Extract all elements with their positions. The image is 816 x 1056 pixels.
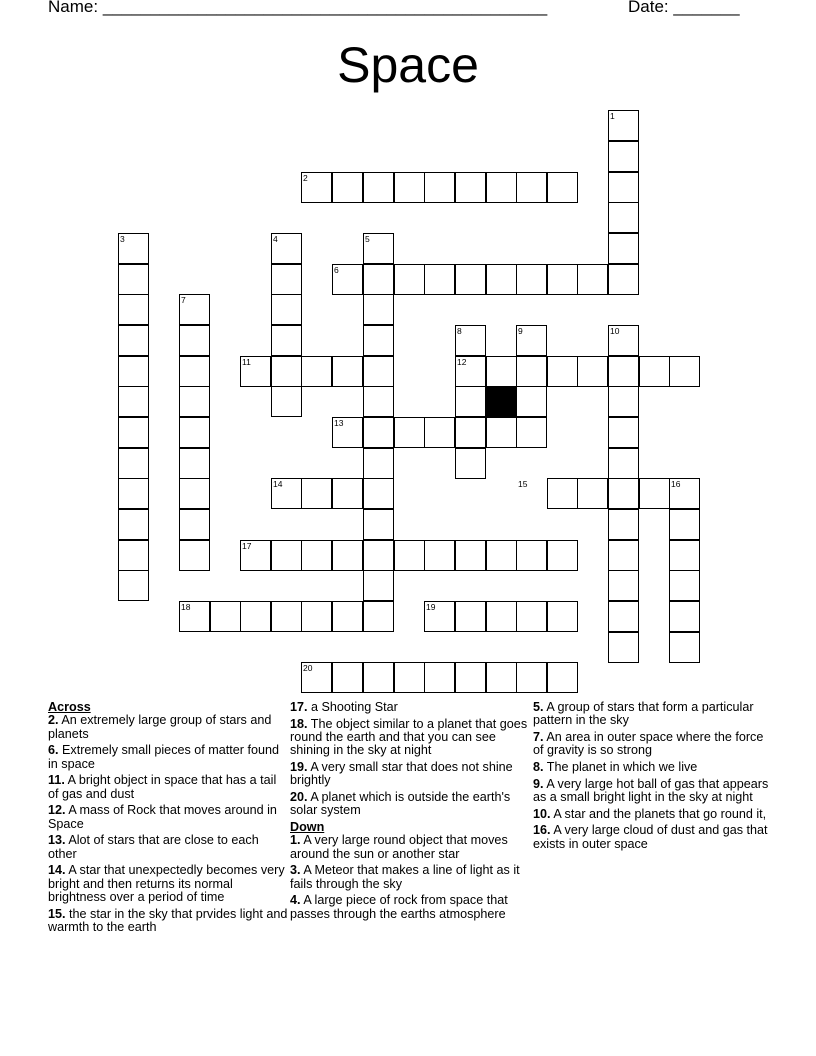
grid-cell[interactable] xyxy=(516,540,547,571)
across-clue-list-continued xyxy=(290,701,530,818)
clue-item xyxy=(48,744,288,771)
grid-cell[interactable] xyxy=(394,662,425,693)
grid-cell[interactable] xyxy=(486,172,517,203)
grid-cell[interactable] xyxy=(271,540,302,571)
clues-column-2 xyxy=(290,701,530,924)
grid-cell[interactable] xyxy=(118,478,149,509)
grid-cell[interactable] xyxy=(424,662,455,693)
clue-number: 5. xyxy=(533,700,544,714)
cell-number: 14 xyxy=(273,479,283,489)
grid-cell[interactable] xyxy=(547,478,578,509)
grid-cell[interactable] xyxy=(394,540,425,571)
grid-cell[interactable] xyxy=(608,202,639,233)
grid-cell[interactable] xyxy=(118,294,149,325)
cell-number: 17 xyxy=(242,541,252,551)
date-label: Date: xyxy=(628,0,669,16)
clue-text: An area in outer space where the force of gravity is so strong xyxy=(533,730,764,758)
clue-number: 3. xyxy=(290,863,301,878)
cell-number: 19 xyxy=(426,602,436,612)
grid-cell[interactable] xyxy=(608,233,639,264)
grid-cell[interactable] xyxy=(424,540,455,571)
grid-cell[interactable] xyxy=(455,172,486,203)
clue-item xyxy=(290,761,530,788)
grid-cell[interactable] xyxy=(363,540,394,571)
grid-cell[interactable] xyxy=(608,632,639,663)
clue-number: 8. xyxy=(533,760,544,774)
grid-cell[interactable] xyxy=(608,417,639,448)
grid-cell[interactable] xyxy=(639,478,670,509)
cell-number: 6 xyxy=(334,265,339,275)
clue-number: 7. xyxy=(533,730,544,744)
grid-cell[interactable] xyxy=(240,601,271,632)
grid-cell[interactable] xyxy=(394,264,425,295)
cell-number: 8 xyxy=(457,326,462,336)
grid-cell[interactable] xyxy=(608,478,639,509)
grid-cell[interactable] xyxy=(271,294,302,325)
clue-item xyxy=(48,834,288,861)
grid-cell[interactable] xyxy=(516,356,547,387)
grid-cell[interactable] xyxy=(179,448,210,479)
grid-cell[interactable] xyxy=(486,356,517,387)
cell-number: 4 xyxy=(273,234,278,244)
grid-cell[interactable] xyxy=(608,356,639,387)
clue-text: A very large hot ball of gas that appears as a small bright light in the sky at night xyxy=(533,776,769,804)
date-line[interactable]: _______ xyxy=(673,0,740,16)
grid-cell[interactable] xyxy=(363,356,394,387)
clue-number: 6. xyxy=(48,743,59,758)
clue-item xyxy=(48,864,288,904)
grid-cell[interactable] xyxy=(179,325,210,356)
clue-item xyxy=(290,894,530,921)
clue-text: Extremely small pieces of matter found in space xyxy=(48,743,279,771)
grid-cell[interactable] xyxy=(486,540,517,571)
clue-item xyxy=(48,908,288,935)
grid-cell[interactable] xyxy=(424,172,455,203)
clue-item xyxy=(533,808,773,821)
grid-cell[interactable] xyxy=(271,264,302,295)
down-clue-list-continued xyxy=(533,701,773,851)
cell-number: 10 xyxy=(610,326,620,336)
grid-cell[interactable] xyxy=(363,325,394,356)
grid-cell[interactable] xyxy=(332,601,363,632)
grid-cell[interactable] xyxy=(118,448,149,479)
grid-cell[interactable] xyxy=(363,478,394,509)
grid-cell[interactable] xyxy=(363,386,394,417)
grid-cell[interactable] xyxy=(118,509,149,540)
clue-number: 11. xyxy=(48,773,65,788)
clue-item xyxy=(290,718,530,758)
grid-cell[interactable] xyxy=(271,601,302,632)
grid-cell[interactable] xyxy=(547,356,578,387)
grid-cell[interactable] xyxy=(118,356,149,387)
cell-number: 5 xyxy=(365,234,370,244)
clue-text: The planet in which we live xyxy=(546,760,698,774)
grid-cell[interactable] xyxy=(455,601,486,632)
grid-cell[interactable] xyxy=(516,172,547,203)
grid-cell[interactable] xyxy=(639,356,670,387)
grid-cell[interactable] xyxy=(179,356,210,387)
grid-cell[interactable] xyxy=(547,662,578,693)
clue-item xyxy=(290,701,530,714)
grid-cell[interactable] xyxy=(363,570,394,601)
grid-cell[interactable] xyxy=(363,662,394,693)
grid-cell[interactable] xyxy=(332,356,363,387)
grid-cell[interactable] xyxy=(179,509,210,540)
across-clue-list xyxy=(48,714,288,934)
grid-cell[interactable] xyxy=(486,601,517,632)
grid-cell[interactable] xyxy=(608,509,639,540)
down-clue-list xyxy=(290,834,530,921)
clue-number: 20. xyxy=(290,790,308,804)
grid-cell[interactable] xyxy=(669,632,700,663)
clue-number: 18. xyxy=(290,716,308,731)
grid-cell[interactable] xyxy=(608,264,639,295)
clue-number: 15. xyxy=(48,906,66,921)
grid-cell[interactable] xyxy=(332,172,363,203)
grid-cell[interactable] xyxy=(271,356,302,387)
grid-cell[interactable] xyxy=(669,356,700,387)
grid-cell[interactable] xyxy=(179,386,210,417)
clue-number: 9. xyxy=(533,776,544,791)
clue-item xyxy=(290,791,530,818)
grid-cell[interactable] xyxy=(669,540,700,571)
grid-cell[interactable] xyxy=(363,601,394,632)
cell-number: 15 xyxy=(518,479,528,489)
clue-text: A mass of Rock that moves around in Space xyxy=(48,803,277,831)
clue-number: 16. xyxy=(533,823,551,838)
clue-number: 14. xyxy=(48,863,66,878)
clues-column-1 xyxy=(48,701,288,938)
clue-number: 4. xyxy=(290,893,301,908)
clue-number: 13. xyxy=(48,833,66,848)
clue-number: 19. xyxy=(290,760,308,774)
clue-text: The object similar to a planet that goes round the earth and that you can see shining in the sky at night xyxy=(290,716,528,758)
grid-cell[interactable] xyxy=(363,294,394,325)
clue-text: A bright object in space that has a tail of gas and dust xyxy=(48,773,277,801)
grid-cell[interactable] xyxy=(363,417,394,448)
grid-cell[interactable] xyxy=(301,601,332,632)
cell-number: 2 xyxy=(303,173,308,183)
cell-number: 13 xyxy=(334,418,344,428)
grid-cell[interactable] xyxy=(608,386,639,417)
grid-cell[interactable] xyxy=(363,448,394,479)
grid-cell[interactable] xyxy=(455,662,486,693)
clue-text: A star and the planets that go round it, xyxy=(553,806,767,821)
grid-cell[interactable] xyxy=(424,264,455,295)
grid-cell[interactable] xyxy=(486,264,517,295)
grid-cell[interactable] xyxy=(547,601,578,632)
cell-number: 3 xyxy=(120,234,125,244)
grid-cell[interactable] xyxy=(179,478,210,509)
grid-cell[interactable] xyxy=(179,540,210,571)
clue-item xyxy=(533,778,773,805)
grid-cell[interactable] xyxy=(455,386,486,417)
clue-text: A very small star that does not shine brightly xyxy=(290,760,513,788)
across-heading: Across xyxy=(48,700,91,714)
grid-cell[interactable] xyxy=(608,601,639,632)
clue-item xyxy=(48,714,288,741)
cell-number: 20 xyxy=(303,663,313,673)
clue-text: A star that unexpectedly becomes very bright and then returns its normal brightness over a period of time xyxy=(48,863,285,905)
clue-item xyxy=(533,761,773,774)
grid-cell[interactable] xyxy=(547,540,578,571)
grid-cell[interactable] xyxy=(332,662,363,693)
clue-text: A group of stars that form a particular pattern in the sky xyxy=(533,700,754,728)
clue-text: A very large round object that moves around the sun or another star xyxy=(290,833,508,861)
clue-text: A very large cloud of dust and gas that exists in outer space xyxy=(533,823,768,851)
grid-cell[interactable] xyxy=(608,540,639,571)
clue-item xyxy=(533,701,773,728)
grid-cell[interactable] xyxy=(271,325,302,356)
grid-cell[interactable] xyxy=(332,540,363,571)
clue-item xyxy=(290,864,530,891)
grid-cell[interactable] xyxy=(669,509,700,540)
grid-cell[interactable] xyxy=(363,172,394,203)
grid-cell[interactable] xyxy=(301,356,332,387)
grid-cell[interactable] xyxy=(516,417,547,448)
grid-cell[interactable] xyxy=(577,356,608,387)
grid-cell[interactable] xyxy=(516,601,547,632)
clue-text: A large piece of rock from space that passes through the earths atmosphere xyxy=(290,893,508,921)
down-heading: Down xyxy=(290,820,325,834)
cell-number: 12 xyxy=(457,357,467,367)
grid-cell[interactable] xyxy=(455,448,486,479)
clue-text: A planet which is outside the earth's solar system xyxy=(290,790,511,818)
clue-item xyxy=(533,731,773,758)
grid-cell[interactable] xyxy=(516,662,547,693)
grid-cell[interactable] xyxy=(608,448,639,479)
grid-cell[interactable] xyxy=(118,386,149,417)
grid-cell[interactable] xyxy=(271,386,302,417)
grid-cell[interactable] xyxy=(118,264,149,295)
grid-cell[interactable] xyxy=(577,264,608,295)
clue-number: 12. xyxy=(48,803,66,818)
grid-cell[interactable] xyxy=(455,264,486,295)
clue-text: Alot of stars that are close to each other xyxy=(48,833,259,861)
clue-text: a Shooting Star xyxy=(311,700,398,714)
clues-column-3 xyxy=(533,701,773,854)
grid-cell[interactable] xyxy=(486,417,517,448)
grid-cell[interactable] xyxy=(118,570,149,601)
grid-cell[interactable] xyxy=(516,264,547,295)
clue-item xyxy=(48,774,288,801)
grid-cell[interactable] xyxy=(669,570,700,601)
grid-cell[interactable] xyxy=(455,540,486,571)
clue-text: A Meteor that makes a line of light as it fails through the sky xyxy=(290,863,520,891)
name-line[interactable]: _______________________________________________ xyxy=(102,0,548,16)
grid-cell[interactable] xyxy=(547,172,578,203)
grid-cell[interactable] xyxy=(363,264,394,295)
grid-cell[interactable] xyxy=(118,325,149,356)
cell-number: 1 xyxy=(610,111,615,121)
grid-cell[interactable] xyxy=(118,417,149,448)
grid-cell[interactable] xyxy=(301,478,332,509)
clue-item xyxy=(48,804,288,831)
grid-cell[interactable] xyxy=(516,386,547,417)
clue-number: 10. xyxy=(533,806,551,821)
clue-text: the star in the sky that prvides light and warmth to the earth xyxy=(48,906,288,935)
grid-cell[interactable] xyxy=(577,478,608,509)
name-label: Name: xyxy=(48,0,99,16)
clue-item xyxy=(533,824,773,851)
grid-cell[interactable] xyxy=(210,601,241,632)
clue-number: 17. xyxy=(290,700,308,714)
page-title: Space xyxy=(337,37,479,93)
cell-number: 9 xyxy=(518,326,523,336)
clue-text: An extremely large group of stars and planets xyxy=(48,713,272,741)
grid-cell[interactable] xyxy=(608,141,639,172)
clue-number: 2. xyxy=(48,713,59,728)
grid-cell[interactable] xyxy=(332,478,363,509)
grid-cell[interactable] xyxy=(486,662,517,693)
cell-number: 11 xyxy=(242,357,251,367)
grid-cell[interactable] xyxy=(363,509,394,540)
grid-cell[interactable] xyxy=(394,417,425,448)
grid-cell[interactable] xyxy=(118,540,149,571)
grid-cell[interactable] xyxy=(455,417,486,448)
cell-number: 18 xyxy=(181,602,191,612)
clue-item xyxy=(290,834,530,861)
grid-cell[interactable] xyxy=(608,570,639,601)
grid-cell[interactable] xyxy=(394,172,425,203)
black-grid-cell xyxy=(486,386,517,417)
grid-cell[interactable] xyxy=(547,264,578,295)
cell-number: 16 xyxy=(671,479,681,489)
grid-cell[interactable] xyxy=(179,417,210,448)
cell-number: 7 xyxy=(181,295,186,305)
grid-cell[interactable] xyxy=(669,601,700,632)
grid-cell[interactable] xyxy=(424,417,455,448)
grid-cell[interactable] xyxy=(301,540,332,571)
grid-cell[interactable] xyxy=(608,172,639,203)
clue-number: 1. xyxy=(290,833,301,848)
